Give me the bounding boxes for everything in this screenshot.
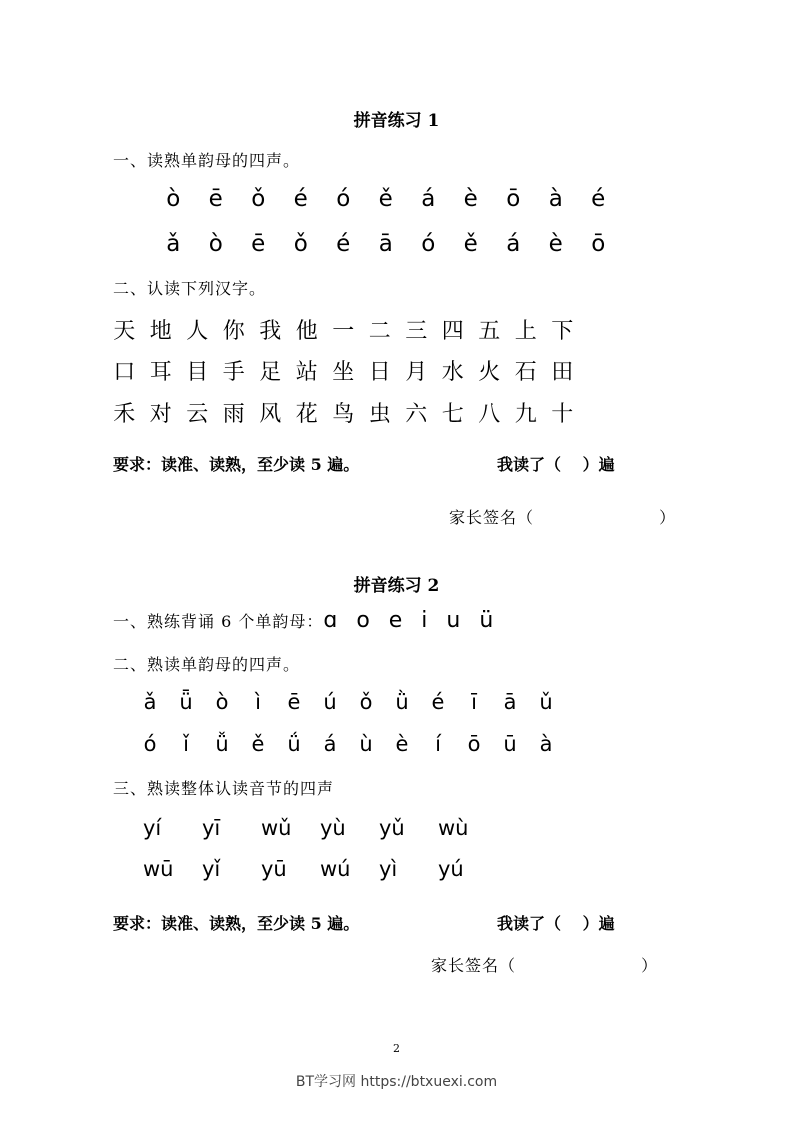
hanzi-item: 火 xyxy=(478,360,501,385)
pinyin-item: ē xyxy=(287,690,301,714)
char-row2 xyxy=(106,355,581,386)
char-row1 xyxy=(106,314,581,345)
pinyin-item: ò xyxy=(215,690,229,714)
hanzi-item: 四 xyxy=(441,319,464,344)
syllable-item: wù xyxy=(438,816,469,840)
hanzi-item: 八 xyxy=(478,402,501,427)
pinyin-item: è xyxy=(395,732,409,756)
hanzi-item: 你 xyxy=(222,319,245,344)
pinyin-item: ō xyxy=(506,186,521,212)
syllable-item: yǐ xyxy=(202,857,221,881)
pinyin-item: ó xyxy=(143,732,157,756)
section1-tone-row1 xyxy=(152,186,620,212)
syllable-item: yū xyxy=(261,857,287,881)
syllable-item: yù xyxy=(320,816,346,840)
pinyin-item: é xyxy=(336,231,351,257)
syllable-item: wū xyxy=(143,857,174,881)
pinyin-item: ō xyxy=(467,732,481,756)
pinyin-item: ò xyxy=(166,186,181,212)
hanzi-item: 花 xyxy=(295,402,318,427)
hanzi-item: 五 xyxy=(478,319,501,344)
hanzi-item: 地 xyxy=(149,319,172,344)
pinyin-item: ǚ xyxy=(215,732,229,756)
hanzi-item: 鸟 xyxy=(332,402,355,427)
hanzi-item: 上 xyxy=(514,319,537,344)
section2-question1 xyxy=(113,608,499,633)
section1-tone-row2 xyxy=(152,231,620,257)
section1-question1: 一、读熟单韵母的四声。 xyxy=(113,151,301,170)
hanzi-item: 禾 xyxy=(113,402,136,427)
hanzi-item: 手 xyxy=(222,360,245,385)
hanzi-item: 日 xyxy=(368,360,391,385)
pinyin-item: ě xyxy=(463,231,478,257)
pinyin-item: ē xyxy=(251,231,266,257)
pinyin-item: ī xyxy=(471,690,477,714)
pinyin-item: ǖ xyxy=(179,690,193,714)
pinyin-item: ǒ xyxy=(251,186,266,212)
pinyin-item: á xyxy=(506,231,521,257)
section2-question1-label: 一、熟练背诵 6 个单韵母： xyxy=(113,612,324,631)
section1-title: 拼音练习 1 xyxy=(353,111,440,131)
section2-tone-row1 xyxy=(132,690,564,714)
hanzi-item: 口 xyxy=(113,360,136,385)
syllable-item: yí xyxy=(143,816,162,840)
hanzi-item: 三 xyxy=(405,319,428,344)
pinyin-item: é xyxy=(293,186,308,212)
section1-requirement: 要求：读准、读熟，至少读 5 遍。 xyxy=(113,455,360,474)
pinyin-item: ū xyxy=(503,732,517,756)
pinyin-item: ǎ xyxy=(143,690,157,714)
syllable-item: yǔ xyxy=(379,816,405,840)
pinyin-item: ù xyxy=(359,732,373,756)
pinyin-item: ō xyxy=(591,231,606,257)
hanzi-item: 九 xyxy=(514,402,537,427)
hanzi-item: 雨 xyxy=(222,402,245,427)
hanzi-item: 一 xyxy=(332,319,355,344)
pinyin-item: ǐ xyxy=(183,732,189,756)
hanzi-item: 虫 xyxy=(368,402,391,427)
syllable-item: wú xyxy=(320,857,351,881)
hanzi-item: 水 xyxy=(441,360,464,385)
char-row3 xyxy=(106,397,581,428)
pinyin-item: ǔ xyxy=(539,690,553,714)
section2-question3: 三、熟读整体认读音节的四声 xyxy=(113,779,335,798)
syllable-row2 xyxy=(143,857,497,881)
pinyin-item: è xyxy=(548,231,563,257)
pinyin-item: ǒ xyxy=(359,690,373,714)
section2-tone-row2 xyxy=(132,732,564,756)
syllable-row1 xyxy=(143,816,497,840)
pinyin-item: ǘ xyxy=(287,732,301,756)
pinyin-item: ǎ xyxy=(166,231,181,257)
hanzi-item: 天 xyxy=(113,319,136,344)
pinyin-item: ǒ xyxy=(293,231,308,257)
pinyin-item: ú xyxy=(323,690,337,714)
hanzi-item: 站 xyxy=(295,360,318,385)
syllable-item: yì xyxy=(379,857,398,881)
pinyin-item: á xyxy=(323,732,337,756)
pinyin-item: é xyxy=(431,690,445,714)
hanzi-item: 足 xyxy=(259,360,282,385)
pinyin-item: á xyxy=(421,186,436,212)
hanzi-item: 人 xyxy=(186,319,209,344)
pinyin-item: è xyxy=(463,186,478,212)
pinyin-item: ì xyxy=(255,690,261,714)
pinyin-item: ě xyxy=(378,186,393,212)
hanzi-item: 我 xyxy=(259,319,282,344)
hanzi-item: 下 xyxy=(551,319,574,344)
pinyin-item: é xyxy=(591,186,606,212)
hanzi-item: 石 xyxy=(514,360,537,385)
syllable-item: yú xyxy=(438,857,464,881)
section2-parent-sign: 家长签名（ ） xyxy=(431,956,659,975)
hanzi-item: 七 xyxy=(441,402,464,427)
hanzi-item: 二 xyxy=(368,319,391,344)
pinyin-item: ā xyxy=(378,231,393,257)
hanzi-item: 六 xyxy=(405,402,428,427)
pinyin-item: à xyxy=(539,732,553,756)
syllable-item: wǔ xyxy=(261,816,292,840)
site-watermark: BT学习网 https://btxuexi.com xyxy=(295,1074,498,1090)
hanzi-item: 对 xyxy=(149,402,172,427)
pinyin-item: ó xyxy=(336,186,351,212)
pinyin-item: ě xyxy=(251,732,265,756)
hanzi-item: 目 xyxy=(186,360,209,385)
hanzi-item: 十 xyxy=(551,402,574,427)
pinyin-item: ā xyxy=(503,690,517,714)
section2-title: 拼音练习 2 xyxy=(353,576,440,596)
hanzi-item: 月 xyxy=(405,360,428,385)
section1-parent-sign: 家长签名（ ） xyxy=(449,508,677,527)
hanzi-item: 田 xyxy=(551,360,574,385)
section1-read-count: 我读了（ ）遍 xyxy=(497,455,615,474)
page-number: 2 xyxy=(393,1042,400,1055)
hanzi-item: 坐 xyxy=(332,360,355,385)
pinyin-item: ó xyxy=(421,231,436,257)
section1-question2: 二、认读下列汉字。 xyxy=(113,279,267,298)
hanzi-item: 耳 xyxy=(149,360,172,385)
pinyin-item: ǜ xyxy=(395,690,409,714)
hanzi-item: 风 xyxy=(259,402,282,427)
hanzi-item: 云 xyxy=(186,402,209,427)
pinyin-item: à xyxy=(548,186,563,212)
section2-read-count: 我读了（ ）遍 xyxy=(497,914,615,933)
section2-question2: 二、熟读单韵母的四声。 xyxy=(113,655,301,674)
hanzi-item: 他 xyxy=(295,319,318,344)
pinyin-item: í xyxy=(435,732,441,756)
pinyin-item: ò xyxy=(208,231,223,257)
section2-requirement: 要求：读准、读熟，至少读 5 遍。 xyxy=(113,914,360,933)
vowel-list: ɑ o e i u ü xyxy=(323,608,500,633)
syllable-item: yī xyxy=(202,816,221,840)
pinyin-item: ē xyxy=(208,186,223,212)
